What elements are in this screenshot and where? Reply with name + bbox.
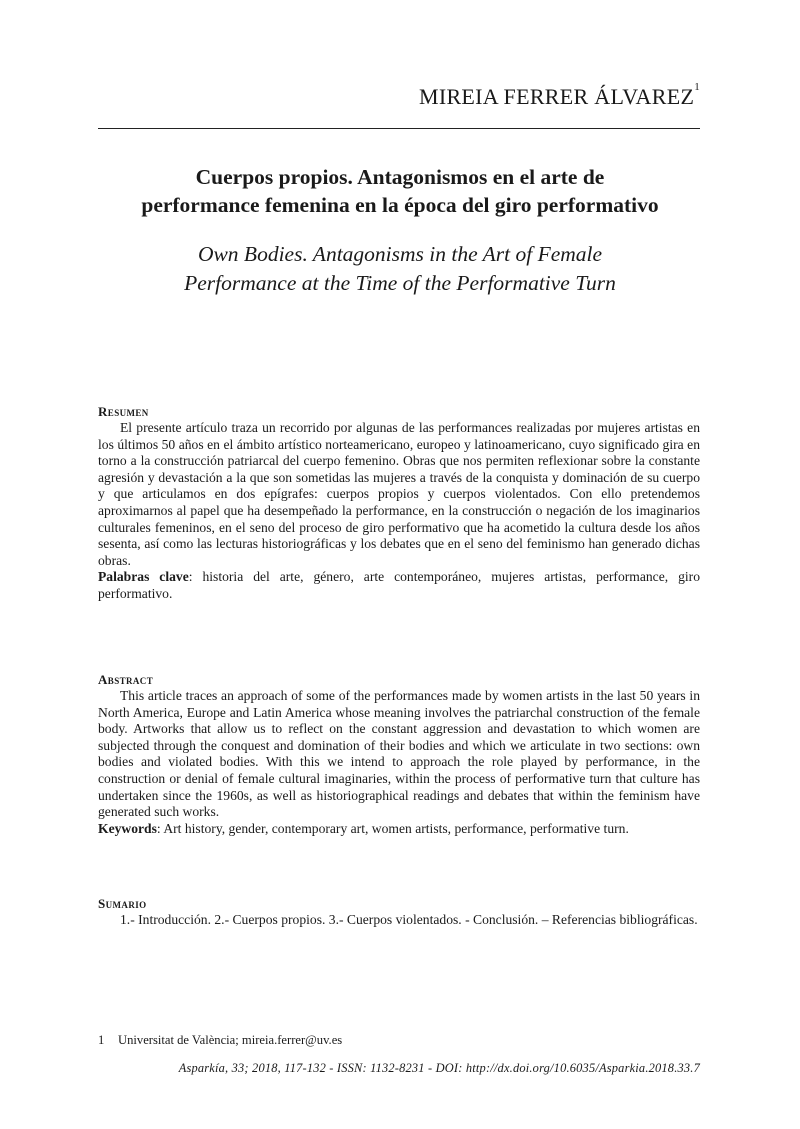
resumen-body: El presente artículo traza un recorrido por algunas de las performances realizadas por mujeres artistas en los últimos 50 años en el ámbito artístico norteamericano, europeo y latinoamericano, cuyo significado gira en torno a la construcción patriarcal del cuerpo femenino. Obras que nos permiten reflexionar sobre la constante agresión y devastación a la que son sometidas las mujeres a través de la conquista y dominación de su cuerpo y que articulamos en dos epígrafes: cuerpos propios y cuerpos violentados. Con ello pretendemos aproximarnos al papel que ha desempeñado la performance, en la construcción o negación de los imaginarios culturales femeninos, en el seno del proceso de giro performativo que ha acometido la cultura desde los años sesenta, así como las lecturas historiográficas y los debates que en el seno del feminismo han generado dichas obras.: [98, 420, 700, 568]
spanish-title: [90, 163, 710, 219]
resumen-keywords: [98, 569, 700, 602]
footnote-text: Universitat de València; mireia.ferrer@uv.es: [118, 1033, 343, 1047]
footer-citation: Asparkía, 33; 2018, 117-132 - ISSN: 1132-8231 - DOI: http://dx.doi.org/10.6035/Asparkia.2018.33.7: [178, 1061, 700, 1075]
author-name: MIREIA FERRER ÁLVAREZ: [418, 84, 695, 109]
english-title-line-2: Performance at the Time of the Performative Turn: [184, 271, 616, 295]
resumen-keywords-text: : historia del arte, género, arte contemporáneo, mujeres artistas, performance, giro performativo.: [98, 569, 700, 601]
author-footnote-mark: 1: [694, 81, 700, 93]
abstract-keywords: [98, 821, 700, 838]
english-title-line-1: Own Bodies. Antagonisms in the Art of Female: [197, 242, 603, 266]
resumen-heading: Resumen: [98, 404, 149, 419]
author-line: [98, 81, 700, 110]
abstract-keywords-text: : Art history, gender, contemporary art, women artists, performance, performative turn.: [156, 820, 629, 836]
spanish-title-line-1: Cuerpos propios. Antagonismos en el arte de: [195, 165, 605, 189]
sumario-heading: Sumario: [98, 896, 147, 911]
resumen-section: [98, 404, 700, 603]
sumario-body: 1.- Introducción. 2.- Cuerpos propios. 3.- Cuerpos violentados. - Conclusión. – Referencias bibliográficas.: [120, 912, 698, 927]
abstract-keywords-label: Keywords: [98, 820, 157, 836]
abstract-section: [98, 672, 700, 837]
footnote: [98, 1033, 700, 1048]
footnote-number: 1: [98, 1033, 105, 1047]
sumario-section: [98, 896, 700, 929]
header-rule: [98, 128, 700, 129]
abstract-body: This article traces an approach of some of the performances made by women artists in the last 50 years in North America, Europe and Latin America whose meaning involves the patriarchal construction of the female body. Artworks that allow us to reflect on the constant aggression and devastation to which women are subjected through the conquest and domination of their bodies and which we articulate in two sections: own bodies and violated bodies. With this we intend to approach the role played by performance, in the construction or denial of female cultural imaginaries, within the process of performative turn that culture has undertaken since the 1960s, as well as historiographical readings and debates that within the feminism have generated such works.: [98, 688, 700, 820]
abstract-heading: Abstract: [98, 672, 154, 687]
english-title: [90, 240, 710, 298]
spanish-title-line-2: performance femenina en la época del giro performativo: [141, 193, 659, 217]
resumen-keywords-label: Palabras clave: [98, 569, 189, 585]
